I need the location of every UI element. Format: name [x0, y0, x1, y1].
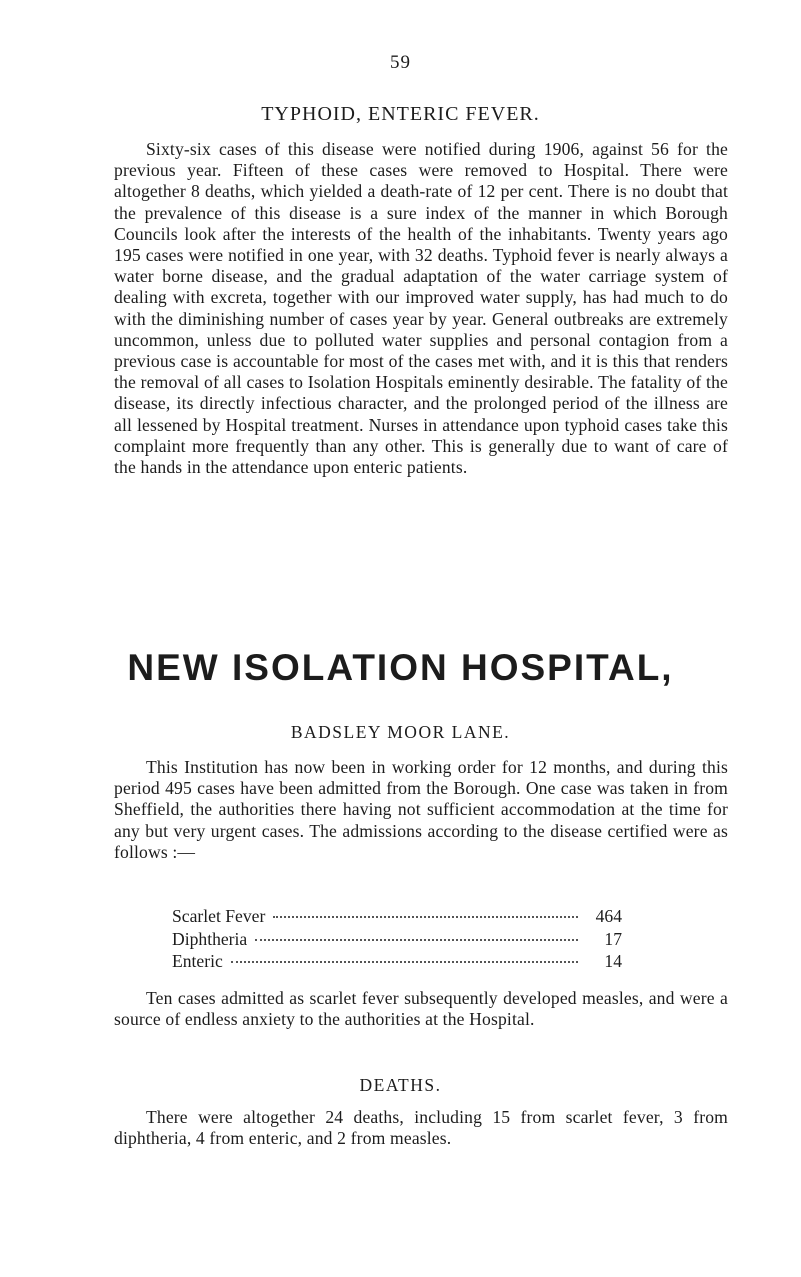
admission-disease: Scarlet Fever [172, 906, 266, 926]
admission-count: 464 [595, 906, 622, 926]
leader-dots [231, 961, 578, 963]
hospital-section-subheading: BADSLEY MOOR LANE. [290, 722, 511, 742]
institution-paragraph: This Institution has now been in working order for 12 months, and during this period 495 cases have been admitted from the Borough. One case was taken in from Sheffield, the authorities there having not sufficient accommodation at the time for any but very urgent cases. The admissions according to the disease certified were as follows :— [114, 757, 728, 862]
typhoid-paragraph: Sixty-six cases of this disease were notified during 1906, against 56 for the previous year. Fifteen of these cases were removed to Hospital. There were altogether 8 deaths, which yielded a death-rate of 12 per cent. There is no doubt that the prevalence of this disease is a sure index of the manner in which Borough Councils look after the interests of the health of the inhabitants. Twenty years ago 195 cases were notified in one year, with 32 deaths. Typhoid fever is nearly always a water borne disease, and the gradual adaptation of the water carriage system of dealing with excreta, together with our improved water supply, has had much to do with the diminishing number of cases year by year. General outbreaks are extremely uncommon, unless due to polluted water supplies and personal contagion from a previous case is accountable for most of the cases met with, and it is this that renders the removal of all cases to Isolation Hospitals eminently desirable. The fatality of the disease, its directly infectious character, and the prolonged period of the illness are all lessened by Hospital treatment. Nurses in attendance upon typhoid cases take this complaint more frequently than any other. This is generally due to want of care of the hands in the attendance upon enteric patients. [114, 139, 728, 478]
typhoid-section-heading: TYPHOID, ENTERIC FEVER. [261, 103, 540, 125]
admission-row [172, 928, 622, 951]
hospital-section-heading: NEW ISOLATION HOSPITAL, [127, 647, 674, 688]
admission-count: 17 [604, 928, 622, 949]
admission-disease: Diphtheria [172, 928, 248, 949]
leader-dots [255, 939, 578, 941]
deaths-paragraph: There were altogether 24 deaths, including 15 from scarlet fever, 3 from diphtheria, 4 from enteric, and 2 from measles. [114, 1107, 728, 1149]
admission-row [172, 950, 622, 973]
admissions-list [172, 905, 622, 973]
admission-row [172, 905, 622, 928]
measles-paragraph: Ten cases admitted as scarlet fever subsequently developed measles, and were a source of endless anxiety to the authorities at the Hospital. [114, 988, 728, 1030]
leader-dots [273, 916, 578, 918]
admission-count: 14 [604, 951, 622, 971]
deaths-section-heading: DEATHS. [359, 1075, 442, 1095]
page-number: 59 [390, 52, 411, 73]
admission-disease: Enteric [172, 951, 223, 971]
